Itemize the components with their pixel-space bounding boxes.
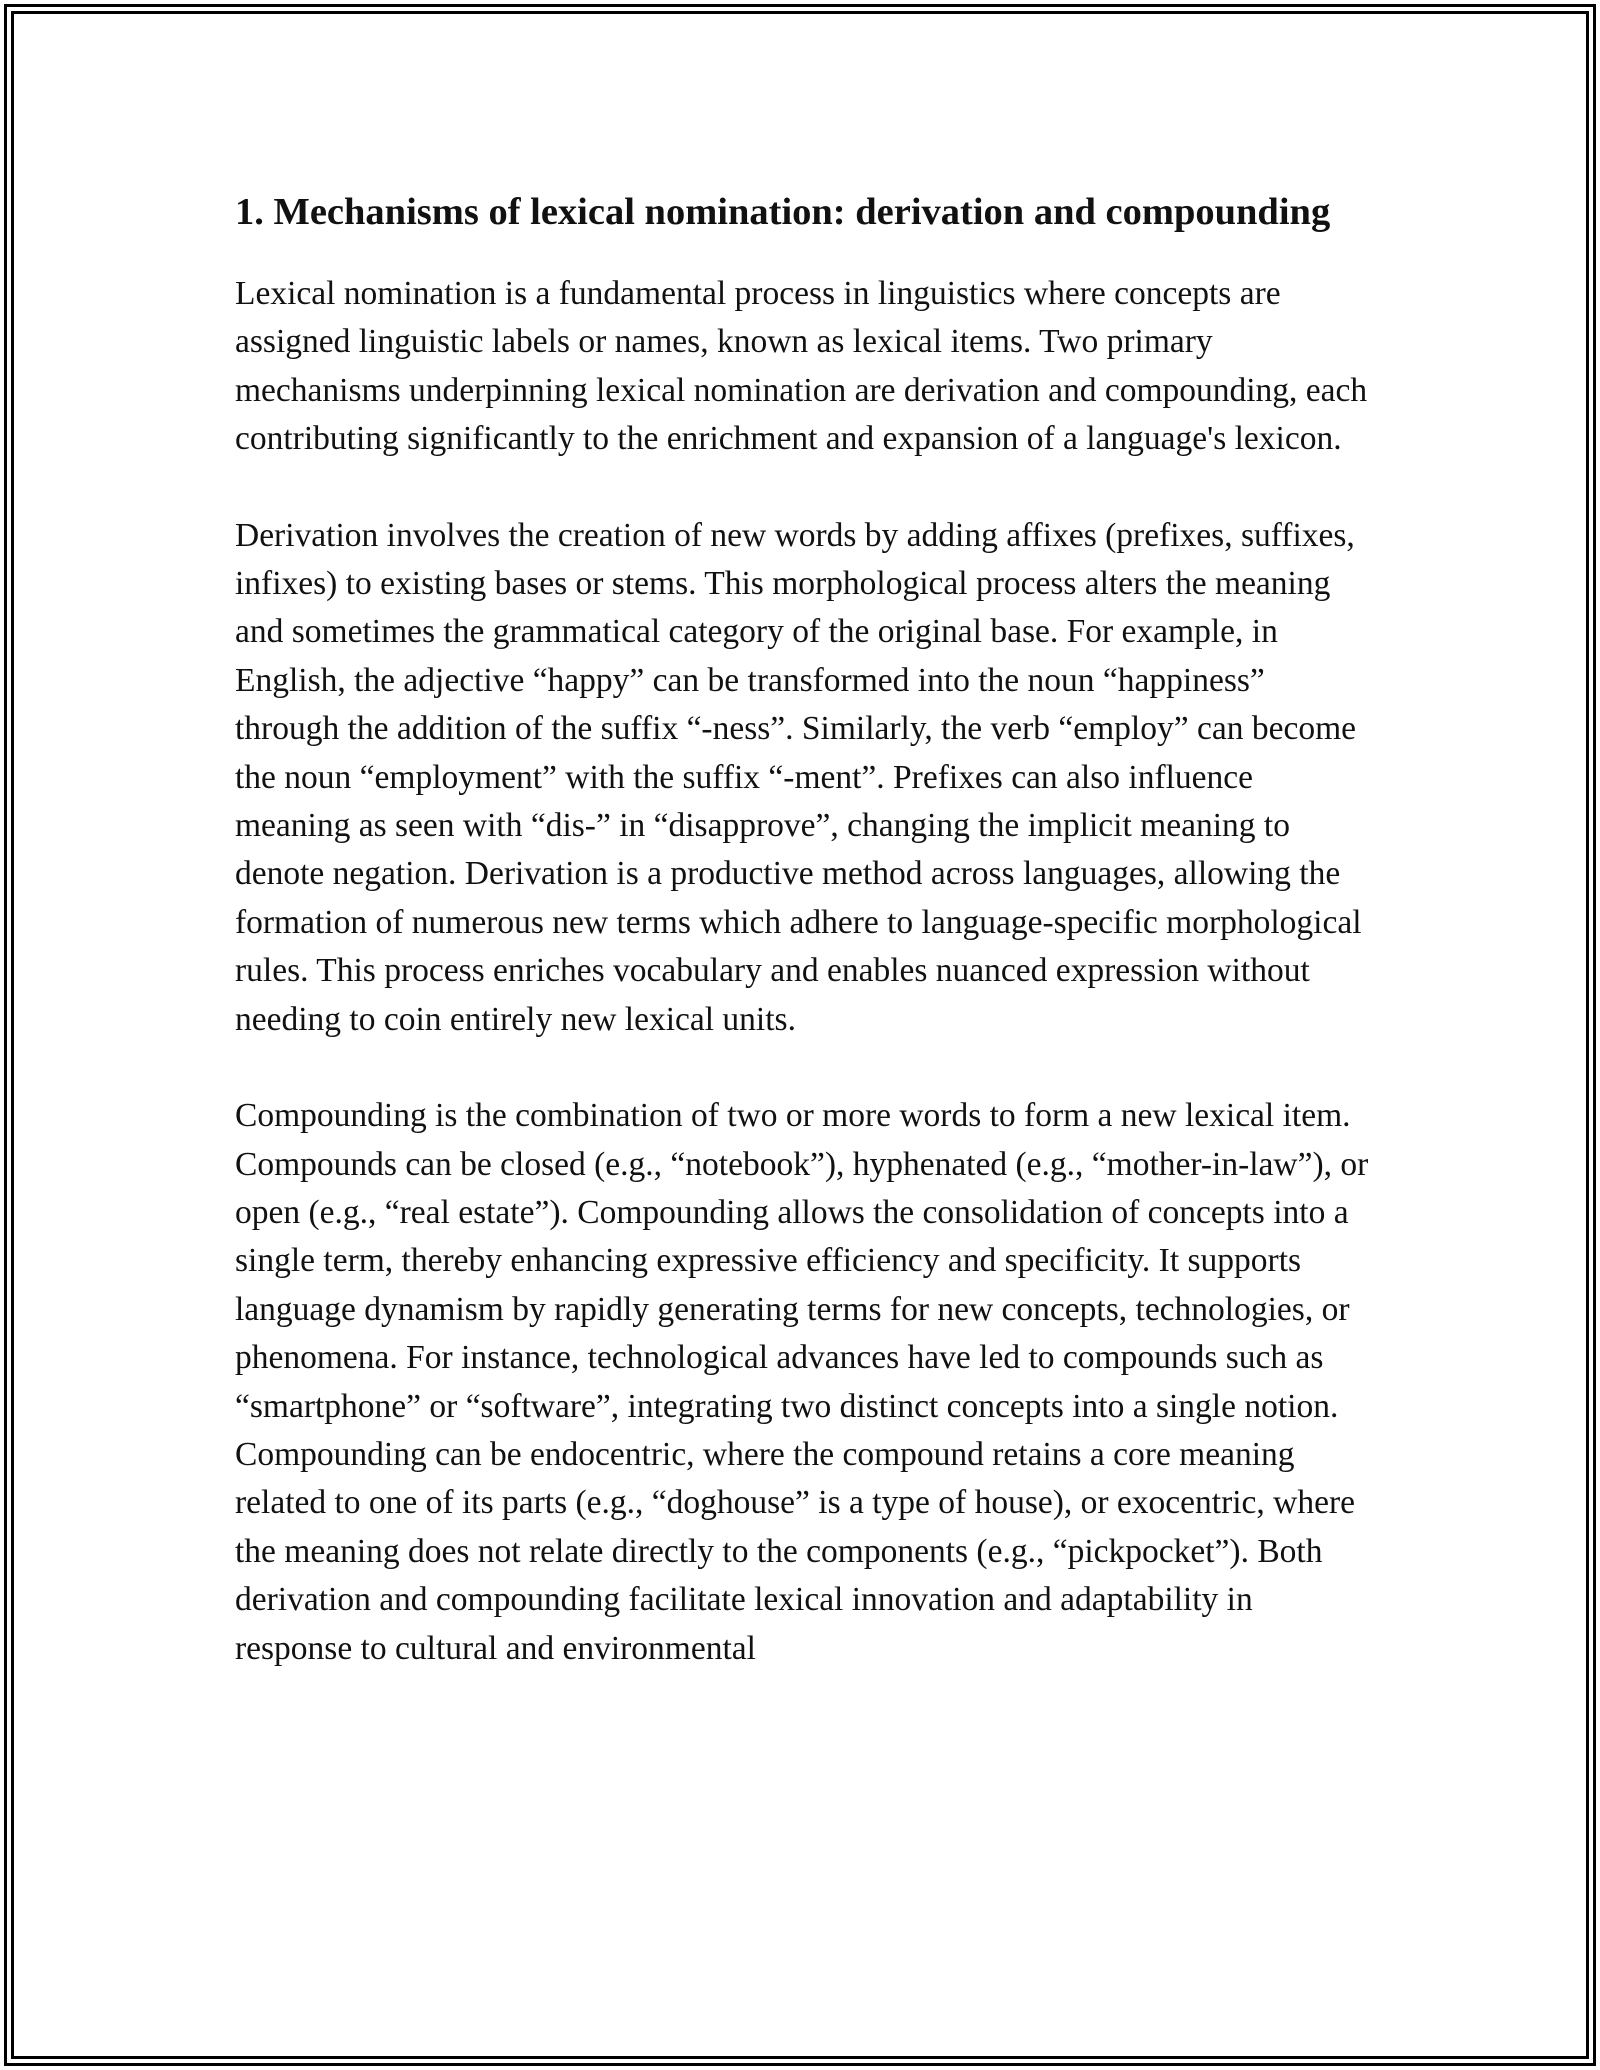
paragraph-derivation: Derivation involves the creation of new words by adding affixes (prefixes, suffixes, infixes) to existing bases or stems. This morphological process alters the meaning and sometimes the grammatical category of the original base. For example, in English, the adjective “happy” can be transformed into the noun “happiness” through the addition of the suffix “-ness”. Similarly, the verb “employ” can become the noun “employment” with the suffix “-ment”. Prefixes can also influence meaning as seen with “dis-” in “disapprove”, changing the implicit meaning to denote negation. Derivation is a productive method across languages, allowing the formation of numerous new terms which adhere to language-specific morphological rules. This process enriches vocabulary and enables nuanced expression without needing to coin entirely new lexical units. (235, 516, 1362, 1038)
document-body (235, 184, 1375, 1721)
paragraph-compounding: Compounding is the combination of two or more words to form a new lexical item. Compounds can be closed (e.g., “notebook”), hyphenated (e.g., “mother-in-law”), or open (e.g., “real estate”). Compounding allows the consolidation of concepts into a single term, thereby enhancing expressive efficiency and specificity. It supports language dynamism by rapidly generating terms for new concepts, technologies, or phenomena. For instance, technological advances have led to compounds such as “smartphone” or “software”, integrating two distinct concepts into a single notion. Compounding can be endocentric, where the compound retains a core meaning related to one of its parts (e.g., “doghouse” is a type of house), or exocentric, where the meaning does not relate directly to the components (e.g., “pickpocket”). Both derivation and compounding facilitate lexical innovation and adaptability in response to cultural and environmental (235, 1097, 1369, 1667)
paragraph-intro: Lexical nomination is a fundamental process in linguistics where concepts are assigned linguistic labels or names, known as lexical items. Two primary mechanisms underpinning lexical nomination are derivation and compounding, each contributing significantly to the enrichment and expansion of a language's lexicon. (235, 275, 1368, 458)
section-heading: 1. Mechanisms of lexical nomination: derivation and compounding (235, 191, 1331, 233)
